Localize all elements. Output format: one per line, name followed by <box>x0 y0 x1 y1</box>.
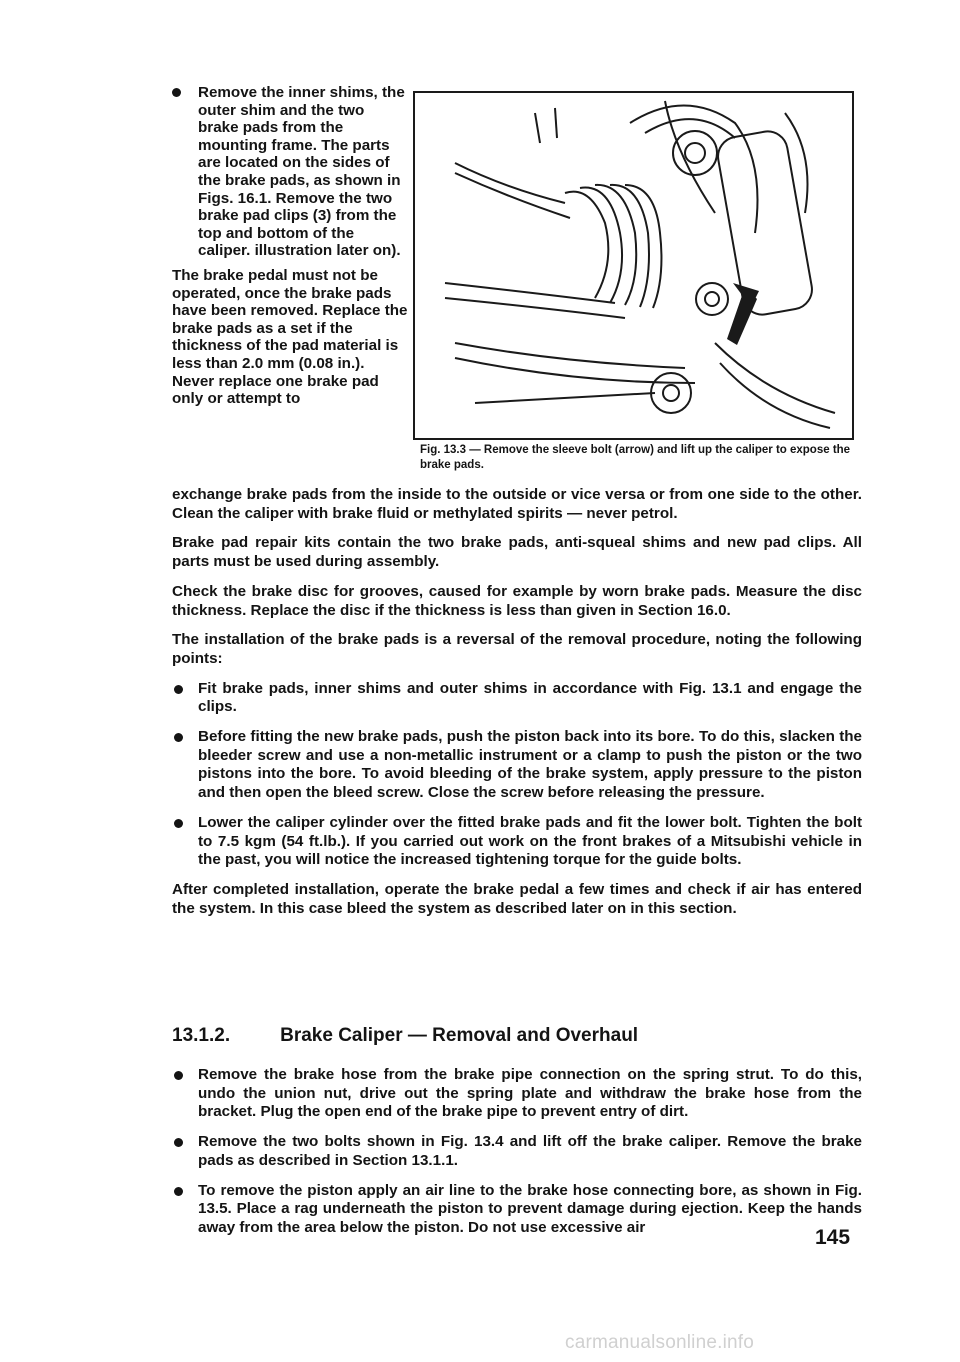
section-bullet-text: Remove the brake hose from the brake pipe connection on the spring strut. To do this, undo the union nut, drive out the spring plate and withdraw the brake hose from the bracket. Plug the open end of the brake pipe to prevent entry of dirt. <box>198 1066 862 1121</box>
section-bullet <box>172 1182 862 1238</box>
section-bullet-text: To remove the piston apply an air line to the brake hose connecting bore, as shown in Fig. 13.5. Place a rag underneath the piston to prevent damage during ejection. Keep the hands away from the area below the piston. Do not use excessive air <box>198 1181 862 1236</box>
watermark: carmanualsonline.info <box>565 1332 755 1353</box>
body-paragraph: The installation of the brake pads is a reversal of the removal procedure, noting the following points: <box>172 631 862 667</box>
section-heading <box>172 1025 862 1047</box>
section-number: 13.1.2. <box>172 1025 231 1046</box>
bullet-icon <box>174 1138 183 1147</box>
section-title: Brake Caliper — Removal and Overhaul <box>280 1025 639 1046</box>
bullet-icon <box>174 733 183 742</box>
body-bullet-text: Before fitting the new brake pads, push the piston back into its bore. To do this, slacken the bleeder screw and use a non-metallic instrument or a clamp to push the piston or the two pistons into the bore. To avoid bleeding of the brake system, apply pressure to the piston and then open the bleed screw. Close the screw before releasing the pressure. <box>198 728 862 802</box>
section-body <box>172 1066 862 1249</box>
body-bullet <box>172 728 862 803</box>
intro-paragraph: The brake pedal must not be operated, once the brake pads have been removed. Replace the brake pads as a set if the thickness of the pad material is less than 2.0 mm (0.08 in.). Never replace one brake pad only or attempt to <box>172 266 408 408</box>
bullet-icon <box>174 819 183 828</box>
body-bullet-text: Lower the caliper cylinder over the fitted brake pads and fit the lower bolt. Tighten the bolt to 7.5 kgm (54 ft.lb.). If you carried out work on the front brakes of a Mitsubishi vehicle in the past, you will notice the increased tightening torque for the guide bolts. <box>198 813 862 869</box>
body-paragraph: Check the brake disc for grooves, caused for example by worn brake pads. Measure the disc thickness. Replace the disc if the thickness is less than given in Section 16.0. <box>172 582 862 619</box>
intro-bullet <box>172 84 408 260</box>
brake-caliper-illustration-icon <box>415 93 852 438</box>
body-paragraph: exchange brake pads from the inside to the outside or vice versa or from one side to the other. Clean the caliper with brake fluid or methylated spirits — never petrol. <box>172 486 862 522</box>
body-bullet <box>172 680 862 717</box>
intro-column <box>172 84 408 408</box>
closing-paragraph: After completed installation, operate the brake pedal a few times and check if air has entered the system. In this case bleed the system as described later on in this section. <box>172 880 862 917</box>
bullet-icon <box>172 88 181 97</box>
section-bullet-text: Remove the two bolts shown in Fig. 13.4 and lift off the brake caliper. Remove the brake pads as described in Section 13.1.1. <box>198 1133 862 1169</box>
bullet-icon <box>174 1187 183 1196</box>
section-bullet <box>172 1066 862 1122</box>
figure-caption: Fig. 13.3 — Remove the sleeve bolt (arrow) and lift up the caliper to expose the brake pads. <box>420 444 851 471</box>
bullet-icon <box>174 685 183 694</box>
body-paragraph: Brake pad repair kits contain the two brake pads, anti-squeal shims and new pad clips. All parts must be used during assembly. <box>172 534 862 571</box>
figure-13-3 <box>413 91 854 440</box>
page-number: 145 <box>815 1226 851 1249</box>
section-bullet <box>172 1133 862 1170</box>
body-text <box>172 486 862 929</box>
bullet-icon <box>174 1071 183 1080</box>
intro-bullet-text: Remove the inner shims, the outer shim and the two brake pads from the mounting frame. The parts are located on the sides of the brake pads, as shown in Figs. 16.1. Remove the two brake pad clips (3) from the top and bottom of the caliper. illustration later on). <box>198 84 405 260</box>
body-bullet-text: Fit brake pads, inner shims and outer shims in accordance with Fig. 13.1 and engage the clips. <box>198 679 862 716</box>
body-bullet <box>172 814 862 870</box>
